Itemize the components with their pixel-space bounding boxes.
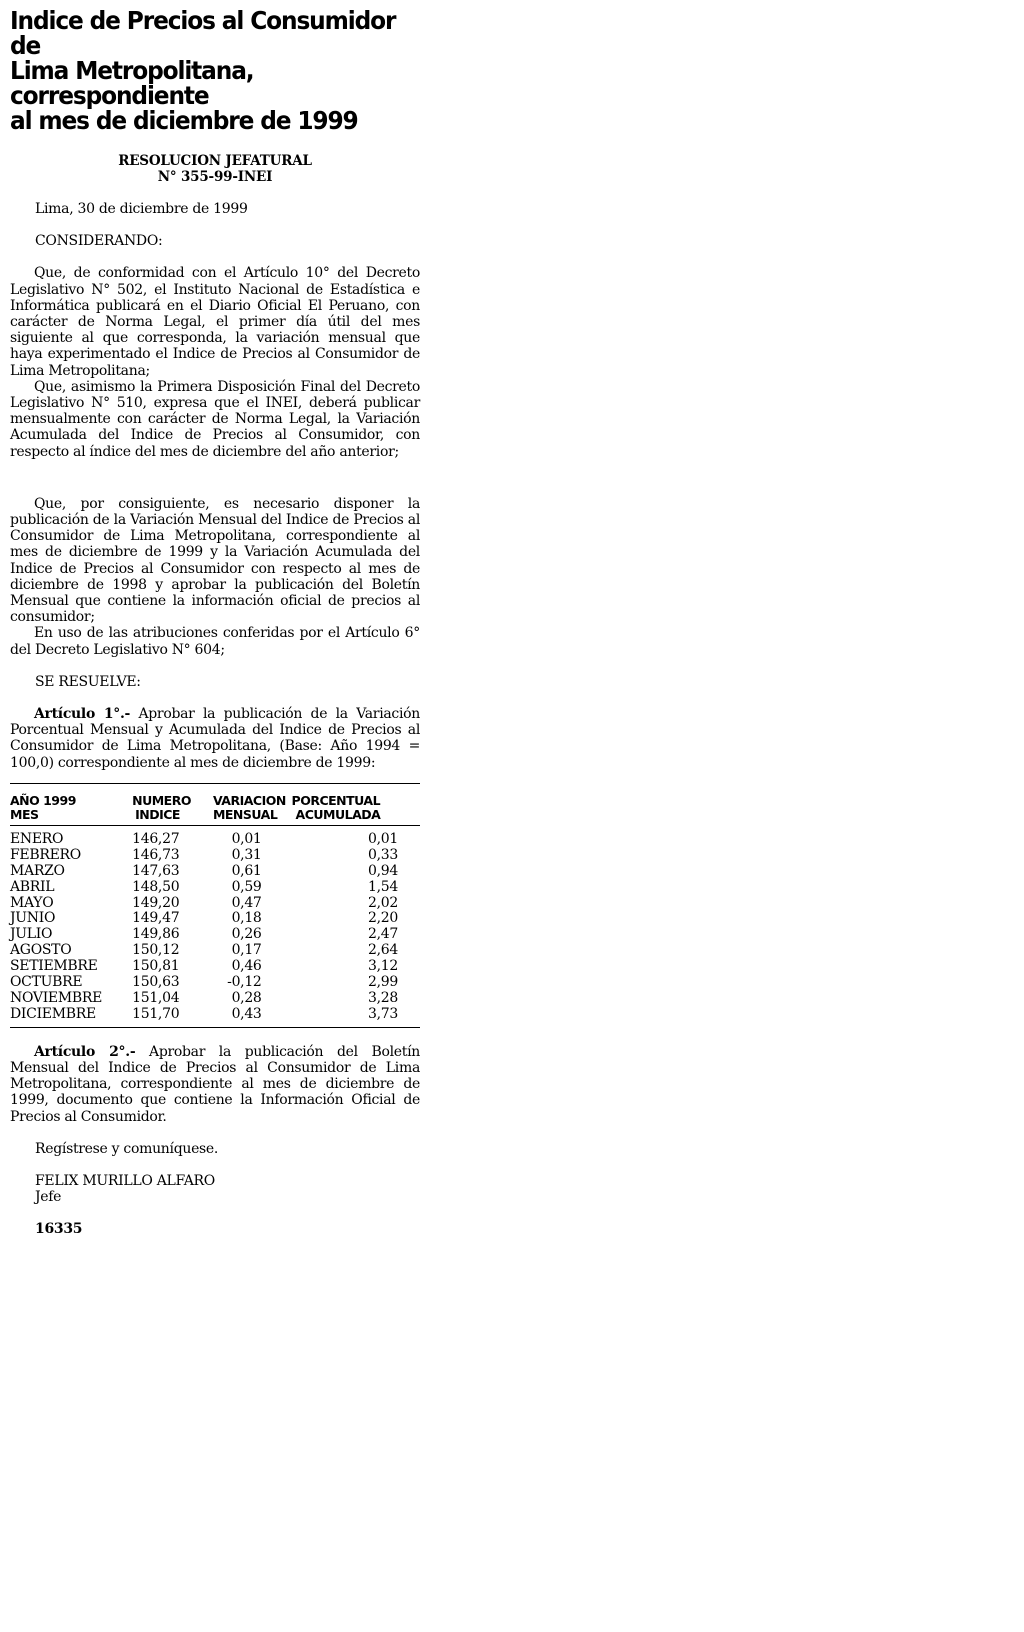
col-header-variacion-line-1: VARIACION <box>212 792 286 808</box>
cell-indice: 149,47 <box>132 910 180 927</box>
col-header-mes <box>10 783 132 825</box>
col-header-indice <box>132 783 203 825</box>
paragraph-2: Que, asimismo la Primera Disposición Final del Decreto Legislativo N° 510, expresa que el INEI, deberá publicar mensualmente con carácter de Norma Legal, la Variación Acumulada del Indice de Precios al Consumidor, con respecto al índice del mes de diciembre del año anterior; <box>10 378 420 460</box>
cell-mes: ENERO <box>10 830 64 847</box>
table-row <box>10 911 420 927</box>
cell-mes: AGOSTO <box>10 942 72 959</box>
cell-mes: ABRIL <box>10 878 55 895</box>
cell-mensual: 0,01 <box>231 830 262 847</box>
articulo-2-label: Artículo 2°.- <box>34 1043 136 1060</box>
cell-mes: MAYO <box>10 894 54 911</box>
signatory-title: Jefe <box>35 1189 62 1206</box>
table-row <box>10 943 420 959</box>
resolution-document <box>10 8 420 1238</box>
cell-indice: 147,63 <box>132 862 180 879</box>
cell-acumulada: 1,54 <box>368 878 398 895</box>
table-row <box>10 1007 420 1027</box>
cell-acumulada: 0,94 <box>368 862 398 879</box>
paragraph-4: En uso de las atribuciones conferidas por el Artículo 6° del Decreto Legislativo N° 604; <box>10 625 420 658</box>
cell-mensual: -0,12 <box>227 974 262 991</box>
table-row <box>10 864 420 880</box>
table-row <box>10 896 420 912</box>
articulo-2-text: Aprobar la publicación del Boletín Mensual del Indice de Precios al Consumidor de Lima Metropolitana, correspondiente al mes de diciembre de 1999, documento que contiene la Información Oficial de Precios al Consumidor. <box>10 1043 420 1125</box>
table-header-row <box>10 783 420 825</box>
cell-indice: 146,27 <box>132 830 180 847</box>
cell-acumulada: 2,47 <box>368 926 398 943</box>
resolution-heading <box>10 153 420 185</box>
date-line: Lima, 30 de diciembre de 1999 <box>35 201 248 217</box>
signatory-name: FELIX MURILLO ALFARO <box>35 1172 215 1189</box>
cell-acumulada: 3,73 <box>368 1005 398 1022</box>
headline-line-2: Lima Metropolitana, correspondiente <box>10 56 254 110</box>
cell-acumulada: 0,01 <box>368 830 398 847</box>
se-resuelve-heading: SE RESUELVE: <box>35 673 141 690</box>
col-header-porcentual-line-1: PORCENTUAL <box>291 792 381 808</box>
cell-indice: 149,20 <box>132 894 180 911</box>
resolution-number: N° 355-99-INEI <box>157 169 273 185</box>
cell-acumulada: 2,02 <box>368 894 398 911</box>
document-code: 16335 <box>35 1221 83 1238</box>
cell-acumulada: 0,33 <box>368 846 398 863</box>
closing-line: Regístrese y comuníquese. <box>35 1140 219 1157</box>
cell-indice: 150,12 <box>132 942 180 959</box>
cell-mes: SETIEMBRE <box>10 958 98 975</box>
table-row <box>10 848 420 864</box>
col-header-porcentual-line-2: ACUMULADA <box>295 806 381 822</box>
articulo-1-label: Artículo 1°.- <box>34 706 131 723</box>
cell-mes: JUNIO <box>10 910 56 927</box>
cell-mensual: 0,26 <box>231 926 262 943</box>
considerando-heading: CONSIDERANDO: <box>35 233 163 250</box>
col-header-indice-line-2: INDICE <box>135 806 180 822</box>
cell-indice: 150,81 <box>132 958 180 975</box>
cell-acumulada: 3,12 <box>368 958 398 975</box>
cell-mes: JULIO <box>10 926 53 943</box>
col-header-mes-line-1: AÑO 1999 <box>10 792 76 808</box>
cell-mes: NOVIEMBRE <box>10 989 103 1006</box>
cell-mensual: 0,43 <box>231 1005 262 1022</box>
cell-mensual: 0,47 <box>231 894 262 911</box>
ipc-table <box>10 783 420 1028</box>
col-header-porcentual <box>292 783 420 825</box>
cell-indice: 146,73 <box>132 846 180 863</box>
cell-mensual: 0,17 <box>231 942 262 959</box>
cell-indice: 149,86 <box>132 926 180 943</box>
cell-mensual: 0,28 <box>231 989 262 1006</box>
cell-indice: 148,50 <box>132 878 180 895</box>
table-row <box>10 959 420 975</box>
cell-indice: 151,70 <box>132 1005 180 1022</box>
paragraph-1: Que, de conformidad con el Artículo 10° del Decreto Legislativo N° 502, el Instituto Nacional de Estadística e Informática publicará en el Diario Oficial El Peruano, con carácter de Norma Legal, el primer día útil del mes siguiente al que corresponda, la variación mensual que haya experimentado el Indice de Precios al Consumidor de Lima Metropolitana; <box>10 265 420 379</box>
cell-mes: DICIEMBRE <box>10 1005 96 1022</box>
articulo-1-text: Aprobar la publicación de la Variación Porcentual Mensual y Acumulada del Indice de Precios al Consumidor de Lima Metropolitana, (Base: Año 1994 = 100,0) correspondiente al mes de diciembre de 1999: <box>10 706 420 771</box>
table-body <box>10 825 420 1027</box>
col-header-variacion-line-2: MENSUAL <box>212 806 278 822</box>
headline <box>10 8 419 133</box>
col-header-variacion <box>203 783 292 825</box>
cell-mensual: 0,31 <box>231 846 262 863</box>
articulo-2 <box>10 1044 420 1125</box>
cell-acumulada: 2,99 <box>368 974 398 991</box>
headline-line-3: al mes de diciembre de 1999 <box>10 106 358 135</box>
resolution-title: RESOLUCION JEFATURAL <box>118 153 312 169</box>
col-header-mes-line-2: MES <box>10 806 39 822</box>
table-row <box>10 880 420 896</box>
table-row <box>10 927 420 943</box>
signature-block <box>10 1173 420 1205</box>
cell-mes: MARZO <box>10 862 65 879</box>
col-header-indice-line-1: NUMERO <box>132 792 191 808</box>
cell-mes: OCTUBRE <box>10 974 83 991</box>
cell-acumulada: 3,28 <box>368 989 398 1006</box>
table-row <box>10 825 420 847</box>
cell-mensual: 0,59 <box>231 878 262 895</box>
paragraph-3: Que, por consiguiente, es necesario disponer la publicación de la Variación Mensual del Indice de Precios al Consumidor de Lima Metropolitana, correspondiente al mes de diciembre de 1999 y la Variación Acumulada del Indice de Precios al Consumidor con respecto al mes de diciembre de 1998 y aprobar la publicación del Boletín Mensual que contiene la información oficial de precios al consumidor; <box>10 495 420 626</box>
cell-indice: 151,04 <box>132 989 180 1006</box>
table-row <box>10 991 420 1007</box>
table-row <box>10 975 420 991</box>
cell-mensual: 0,46 <box>231 958 262 975</box>
headline-line-1: Indice de Precios al Consumidor de <box>10 6 396 60</box>
cell-acumulada: 2,20 <box>368 910 398 927</box>
cell-acumulada: 2,64 <box>368 942 398 959</box>
cell-mes: FEBRERO <box>10 846 81 863</box>
cell-mensual: 0,18 <box>231 910 262 927</box>
cell-indice: 150,63 <box>132 974 180 991</box>
cell-mensual: 0,61 <box>231 862 262 879</box>
articulo-1 <box>10 706 420 771</box>
